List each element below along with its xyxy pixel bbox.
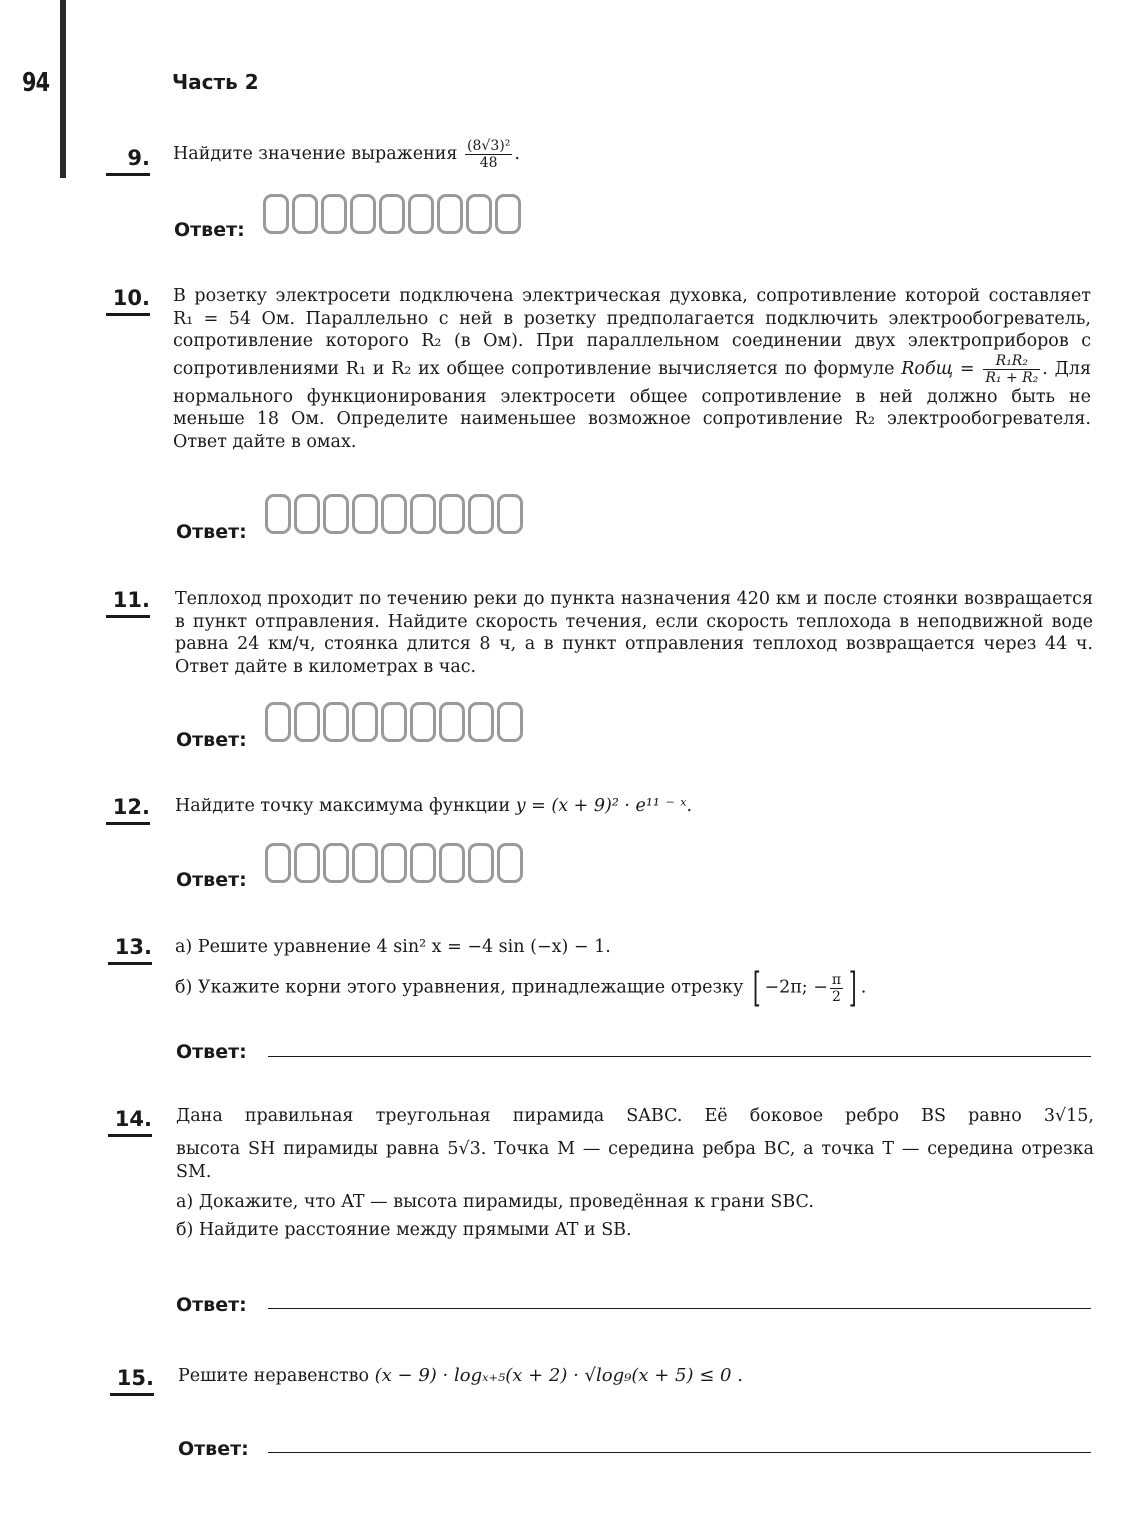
answer-cell[interactable]: [468, 843, 494, 883]
answer-line-14[interactable]: [268, 1308, 1091, 1309]
answer-boxes-10[interactable]: [265, 494, 523, 534]
answer-cell[interactable]: [408, 194, 434, 234]
answer-cell[interactable]: [437, 194, 463, 234]
answer-cell[interactable]: [497, 494, 523, 534]
question-15-prompt: Решите неравенство: [178, 1366, 370, 1386]
answer-label-10: Ответ:: [176, 521, 247, 543]
answer-cell[interactable]: [495, 194, 521, 234]
question-15-formula: (x − 9) · logₓ₊₅(x + 2) · √log₉(x + 5) ≤ 0 .: [374, 1365, 743, 1386]
answer-cell[interactable]: [352, 843, 378, 883]
question-13-end: .: [860, 977, 867, 998]
answer-cell[interactable]: [323, 494, 349, 534]
question-13-interval-left: −2π; −: [764, 977, 828, 998]
question-number-14: 14.: [108, 1107, 152, 1137]
answer-cell[interactable]: [379, 194, 405, 234]
question-9-fraction-numerator: (8√3)²: [467, 138, 511, 154]
answer-cell[interactable]: [352, 702, 378, 742]
answer-cell[interactable]: [294, 843, 320, 883]
question-9-fraction-denominator: 48: [479, 155, 498, 171]
question-number-15: 15.: [110, 1366, 154, 1396]
question-11-text: Теплоход проходит по течению реки до пункта назначения 420 км и после стоянки возвращается в пункт отправления. Найдите скорость течения, если скорость теплохода в неподвижной воде равна 24 км/ч, стоянка длится 8 ч, а в пункт отправления теплоход возвращается через 44 ч. Ответ дайте в километрах в час.: [175, 589, 1093, 677]
answer-cell[interactable]: [381, 843, 407, 883]
question-10-text: [173, 285, 1091, 453]
answer-line-15[interactable]: [268, 1452, 1091, 1453]
answer-label-9: Ответ:: [174, 219, 245, 241]
answer-cell[interactable]: [321, 194, 347, 234]
answer-cell[interactable]: [439, 494, 465, 534]
page-number: 94: [22, 68, 50, 98]
answer-label-14: Ответ:: [176, 1294, 247, 1316]
interval-left-bracket: [: [752, 965, 761, 1011]
answer-label-12: Ответ:: [176, 869, 247, 891]
question-number-11: 11.: [106, 588, 150, 618]
answer-cell[interactable]: [466, 194, 492, 234]
question-10-formula-numerator: R₁R₂: [983, 353, 1040, 370]
question-9-end: .: [514, 144, 520, 164]
answer-cell[interactable]: [410, 494, 436, 534]
answer-cell[interactable]: [410, 702, 436, 742]
answer-cell[interactable]: [263, 194, 289, 234]
answer-cell[interactable]: [292, 194, 318, 234]
question-number-9: 9.: [106, 146, 150, 176]
answer-cell[interactable]: [410, 843, 436, 883]
answer-cell[interactable]: [265, 702, 291, 742]
answer-cell[interactable]: [265, 494, 291, 534]
question-13-part-a: а) Решите уравнение 4 sin² x = −4 sin (−x) − 1.: [175, 937, 611, 957]
question-number-10: 10.: [106, 286, 150, 316]
question-10-formula-lhs: Rобщ =: [901, 358, 975, 379]
question-10-part2: . Для нормального функционирования электросети общее сопротивление в ней должно быть не меньше 18 Ом. Определите наименьшее возможное сопротивление R₂ электрообогревателя. Ответ дайте в омах.: [173, 358, 1091, 452]
answer-cell[interactable]: [323, 843, 349, 883]
question-13-part-b-text: б) Укажите корни этого уравнения, принадлежащие отрезку: [175, 977, 744, 998]
question-number-13: 13.: [108, 935, 152, 965]
answer-boxes-9[interactable]: [263, 194, 521, 234]
question-12-formula: y = (x + 9)² · e¹¹ ⁻ ˣ.: [515, 796, 693, 816]
question-10-formula-denominator: R₁ + R₂: [985, 369, 1039, 386]
answer-cell[interactable]: [497, 702, 523, 742]
question-12-prompt: Найдите точку максимума функции: [175, 796, 511, 816]
answer-cell[interactable]: [265, 843, 291, 883]
question-13-interval-fraction: [830, 972, 843, 1005]
answer-cell[interactable]: [352, 494, 378, 534]
answer-cell[interactable]: [323, 702, 349, 742]
answer-cell[interactable]: [468, 494, 494, 534]
question-number-12: 12.: [106, 795, 150, 825]
answer-cell[interactable]: [439, 843, 465, 883]
answer-cell[interactable]: [294, 494, 320, 534]
question-9-text: [173, 138, 520, 171]
question-14-part-a: а) Докажите, что AT — высота пирамиды, проведённая к грани SBC.: [176, 1192, 814, 1212]
question-13-interval-numerator: π: [831, 971, 842, 988]
margin-bar: [60, 0, 66, 178]
answer-cell[interactable]: [381, 702, 407, 742]
answer-boxes-12[interactable]: [265, 843, 523, 883]
answer-cell[interactable]: [294, 702, 320, 742]
answer-cell[interactable]: [350, 194, 376, 234]
question-9-fraction: [465, 138, 512, 171]
answer-cell[interactable]: [497, 843, 523, 883]
question-15-text: [178, 1365, 743, 1388]
question-14-line2: высота SH пирамиды равна 5√3. Точка M — середина ребра BC, а точка T — середина отрезка SM.: [176, 1139, 1094, 1182]
question-9-prompt: Найдите значение выражения: [173, 144, 458, 164]
answer-label-13: Ответ:: [176, 1041, 247, 1063]
question-10-formula-fraction: [983, 353, 1040, 386]
answer-label-15: Ответ:: [178, 1438, 249, 1460]
question-10-part1: В розетку электросети подключена электрическая духовка, сопротивление которой составляет R₁ = 54 Ом. Параллельно с ней в розетку предполагается подключить электрообогреватель, сопротивление которого R₂ (в Ом). При параллельном соединении двух электроприборов с сопротивлениями R₁ и R₂ их общее сопротивление вычисляется по формуле: [173, 286, 1091, 379]
answer-cell[interactable]: [439, 702, 465, 742]
part-title: Часть 2: [172, 70, 259, 94]
question-12-text: [175, 795, 692, 818]
interval-right-bracket: ]: [848, 965, 857, 1011]
answer-cell[interactable]: [381, 494, 407, 534]
answer-cell[interactable]: [468, 702, 494, 742]
question-13-part-b: [175, 965, 867, 1011]
question-14-line1: Дана правильная треугольная пирамида SABC. Её боковое ребро BS равно 3√15,: [176, 1106, 1094, 1126]
answer-line-13[interactable]: [268, 1056, 1091, 1057]
question-14-part-b: б) Найдите расстояние между прямыми AT и SB.: [176, 1220, 632, 1240]
answer-boxes-11[interactable]: [265, 702, 523, 742]
answer-label-11: Ответ:: [176, 729, 247, 751]
question-13-interval-denominator: 2: [832, 988, 841, 1005]
